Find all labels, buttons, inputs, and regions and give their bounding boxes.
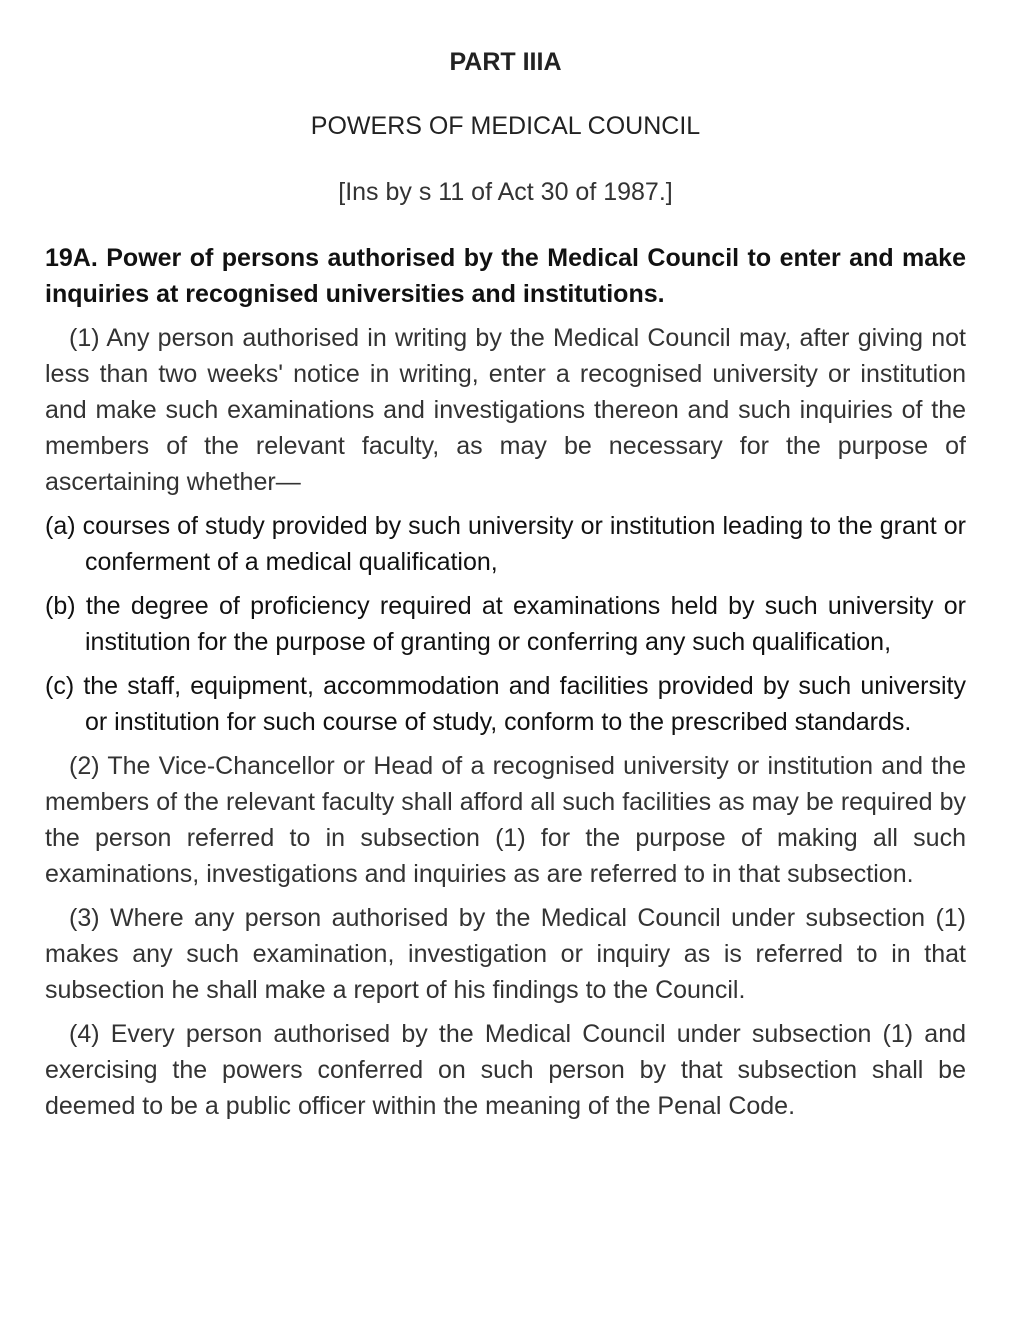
list-item-a: (a) courses of study provided by such university or institution leading to the grant or conferment of a medical qualification, bbox=[45, 512, 966, 576]
list-item-c: (c) the staff, equipment, accommodation and facilities provided by such university or institution for such course of study, conform to the prescribed standards. bbox=[45, 672, 966, 736]
section-heading: 19A. Power of persons authorised by the Medical Council to enter and make inquiries at recognised universities and institutions. bbox=[45, 244, 966, 308]
amendment-note: [Ins by s 11 of Act 30 of 1987.] bbox=[338, 178, 673, 206]
subsection-4: (4) Every person authorised by the Medical Council under subsection (1) and exercising the powers conferred on such person by that subsection shall be deemed to be a public officer within the meaning of the Penal Code. bbox=[45, 1020, 966, 1120]
subsection-3: (3) Where any person authorised by the Medical Council under subsection (1) makes any such examination, investigation or inquiry as is referred to in that subsection he shall make a report of his findings to the Council. bbox=[45, 904, 966, 1004]
part-title: PART IIIA bbox=[449, 48, 562, 76]
part-subtitle: POWERS OF MEDICAL COUNCIL bbox=[310, 112, 701, 140]
subsection-2: (2) The Vice-Chancellor or Head of a recognised university or institution and the members of the relevant faculty shall afford all such facilities as may be required by the person referred to in subsection (1) for the purpose of making all such examinations, investigations and inquiries as are referred to in that subsection. bbox=[45, 752, 966, 888]
list-item-b: (b) the degree of proficiency required at examinations held by such university or institution for the purpose of granting or conferring any such qualification, bbox=[45, 592, 966, 656]
subsection-1: (1) Any person authorised in writing by the Medical Council may, after giving not less than two weeks' notice in writing, enter a recognised university or institution and make such examinations and investigations thereon and such inquiries of the members of the relevant faculty, as may be necessary for the purpose of ascertaining whether— bbox=[45, 324, 966, 496]
